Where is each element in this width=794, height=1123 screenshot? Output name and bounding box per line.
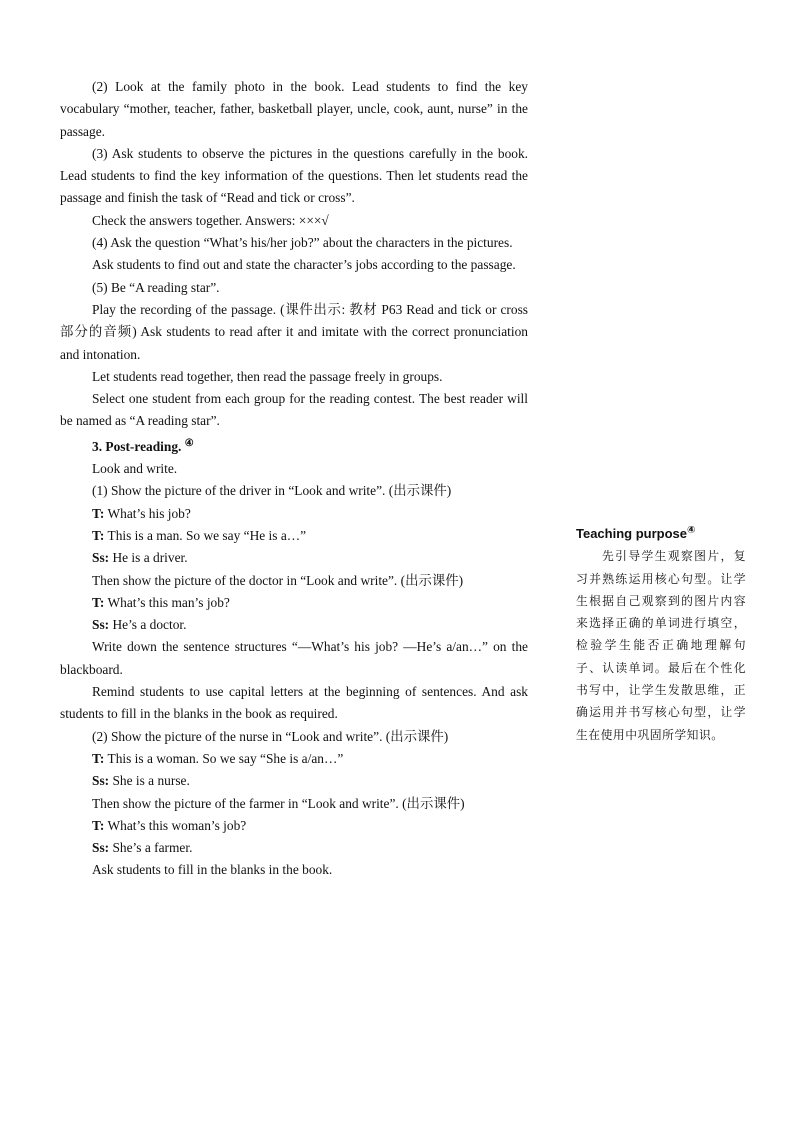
dialogue-text: She’s a farmer. bbox=[109, 840, 193, 856]
speaker-label: Ss: bbox=[92, 773, 110, 789]
dialogue-text: What’s his job? bbox=[104, 505, 191, 521]
paragraph: Ask students to find out and state the character’s jobs according to the passage. bbox=[92, 257, 516, 273]
dialogue-line bbox=[60, 614, 528, 636]
dialogue-line bbox=[60, 547, 528, 569]
speaker-label: T: bbox=[92, 817, 105, 833]
paragraph: (1) Show the picture of the driver in “Look and write”. (出示课件) bbox=[92, 483, 452, 499]
paragraph: Select one student from each group for the reading contest. The best reader will be named as “A reading star”. bbox=[60, 391, 528, 429]
paragraph: (3) Ask students to observe the pictures in the questions carefully in the book. Lead students to find the key information of the questions. Then let students read the passage and finish the task of “Read and tick or cross”. bbox=[60, 145, 528, 206]
paragraph: Write down the sentence structures “—What’s his job? —He’s a/an…” on the blackboard. bbox=[60, 639, 528, 677]
dialogue-line bbox=[60, 770, 528, 792]
dialogue-text: He’s a doctor. bbox=[109, 617, 187, 633]
section-heading bbox=[60, 433, 528, 458]
dialogue-text: He is a driver. bbox=[109, 550, 188, 566]
paragraph: Then show the picture of the farmer in “Look and write”. (出示课件) bbox=[92, 795, 465, 811]
speaker-label: T: bbox=[92, 505, 105, 521]
speaker-label: T: bbox=[92, 594, 105, 610]
paragraph: (5) Be “A reading star”. bbox=[92, 279, 220, 295]
dialogue-line bbox=[60, 748, 528, 770]
speaker-label: T: bbox=[92, 527, 105, 543]
speaker-label: Ss: bbox=[92, 550, 110, 566]
dialogue-line bbox=[60, 815, 528, 837]
paragraph: Then show the picture of the doctor in “Look and write”. (出示课件) bbox=[92, 572, 464, 588]
teaching-purpose-title bbox=[576, 520, 746, 545]
paragraph: Let students read together, then read the passage freely in groups. bbox=[92, 368, 443, 384]
paragraph: (2) Look at the family photo in the book. Lead students to find the key vocabulary “mother, teacher, father, basketball player, uncle, cook, aunt, nurse” in the passage. bbox=[60, 79, 528, 139]
paragraph: (2) Show the picture of the nurse in “Look and write”. (出示课件) bbox=[92, 728, 449, 744]
paragraph: Look and write. bbox=[92, 461, 178, 477]
dialogue-text: What’s this man’s job? bbox=[104, 594, 230, 610]
dialogue-line bbox=[60, 503, 528, 525]
footnote-marker: ④ bbox=[184, 437, 194, 449]
dialogue-text: This is a woman. So we say “She is a/an…” bbox=[104, 750, 344, 766]
paragraph: (4) Ask the question “What’s his/her job?” about the characters in the pictures. bbox=[92, 235, 513, 251]
paragraph: Remind students to use capital letters at the beginning of sentences. And ask students to fill in the blanks in the book as required. bbox=[60, 684, 528, 722]
answers-line: Check the answers together. Answers: ×××√ bbox=[92, 212, 329, 228]
section-heading-text: 3. Post-reading. bbox=[92, 438, 182, 454]
speaker-label: Ss: bbox=[92, 840, 110, 856]
teaching-purpose-note bbox=[576, 520, 746, 746]
footnote-marker: ④ bbox=[687, 525, 696, 536]
dialogue-text: This is a man. So we say “He is a…” bbox=[104, 527, 307, 543]
speaker-label: T: bbox=[92, 750, 105, 766]
dialogue-text: What’s this woman’s job? bbox=[104, 817, 247, 833]
dialogue-line bbox=[60, 525, 528, 547]
speaker-label: Ss: bbox=[92, 617, 110, 633]
paragraph: Play the recording of the passage. (课件出示: 教材 P63 Read and tick or cross 部分的音频) Ask students to read after it and imitate with the correct pronunciation and intonation. bbox=[60, 301, 528, 362]
paragraph: Ask students to fill in the blanks in the book. bbox=[92, 862, 333, 878]
dialogue-line bbox=[60, 592, 528, 614]
dialogue-text: She is a nurse. bbox=[109, 773, 190, 789]
dialogue-line bbox=[60, 837, 528, 859]
teaching-purpose-heading: Teaching purpose bbox=[576, 526, 687, 541]
teaching-purpose-body: 先引导学生观察图片，复习并熟练运用核心句型。让学生根据自己观察到的图片内容来选择正确的单词进行填空，检验学生能否正确地理解句子、认读单词。最后在个性化书写中，让学生发散思维，正确运用并书写核心句型，让学生在使用中巩固所学知识。 bbox=[576, 549, 746, 742]
lesson-body bbox=[60, 76, 528, 882]
